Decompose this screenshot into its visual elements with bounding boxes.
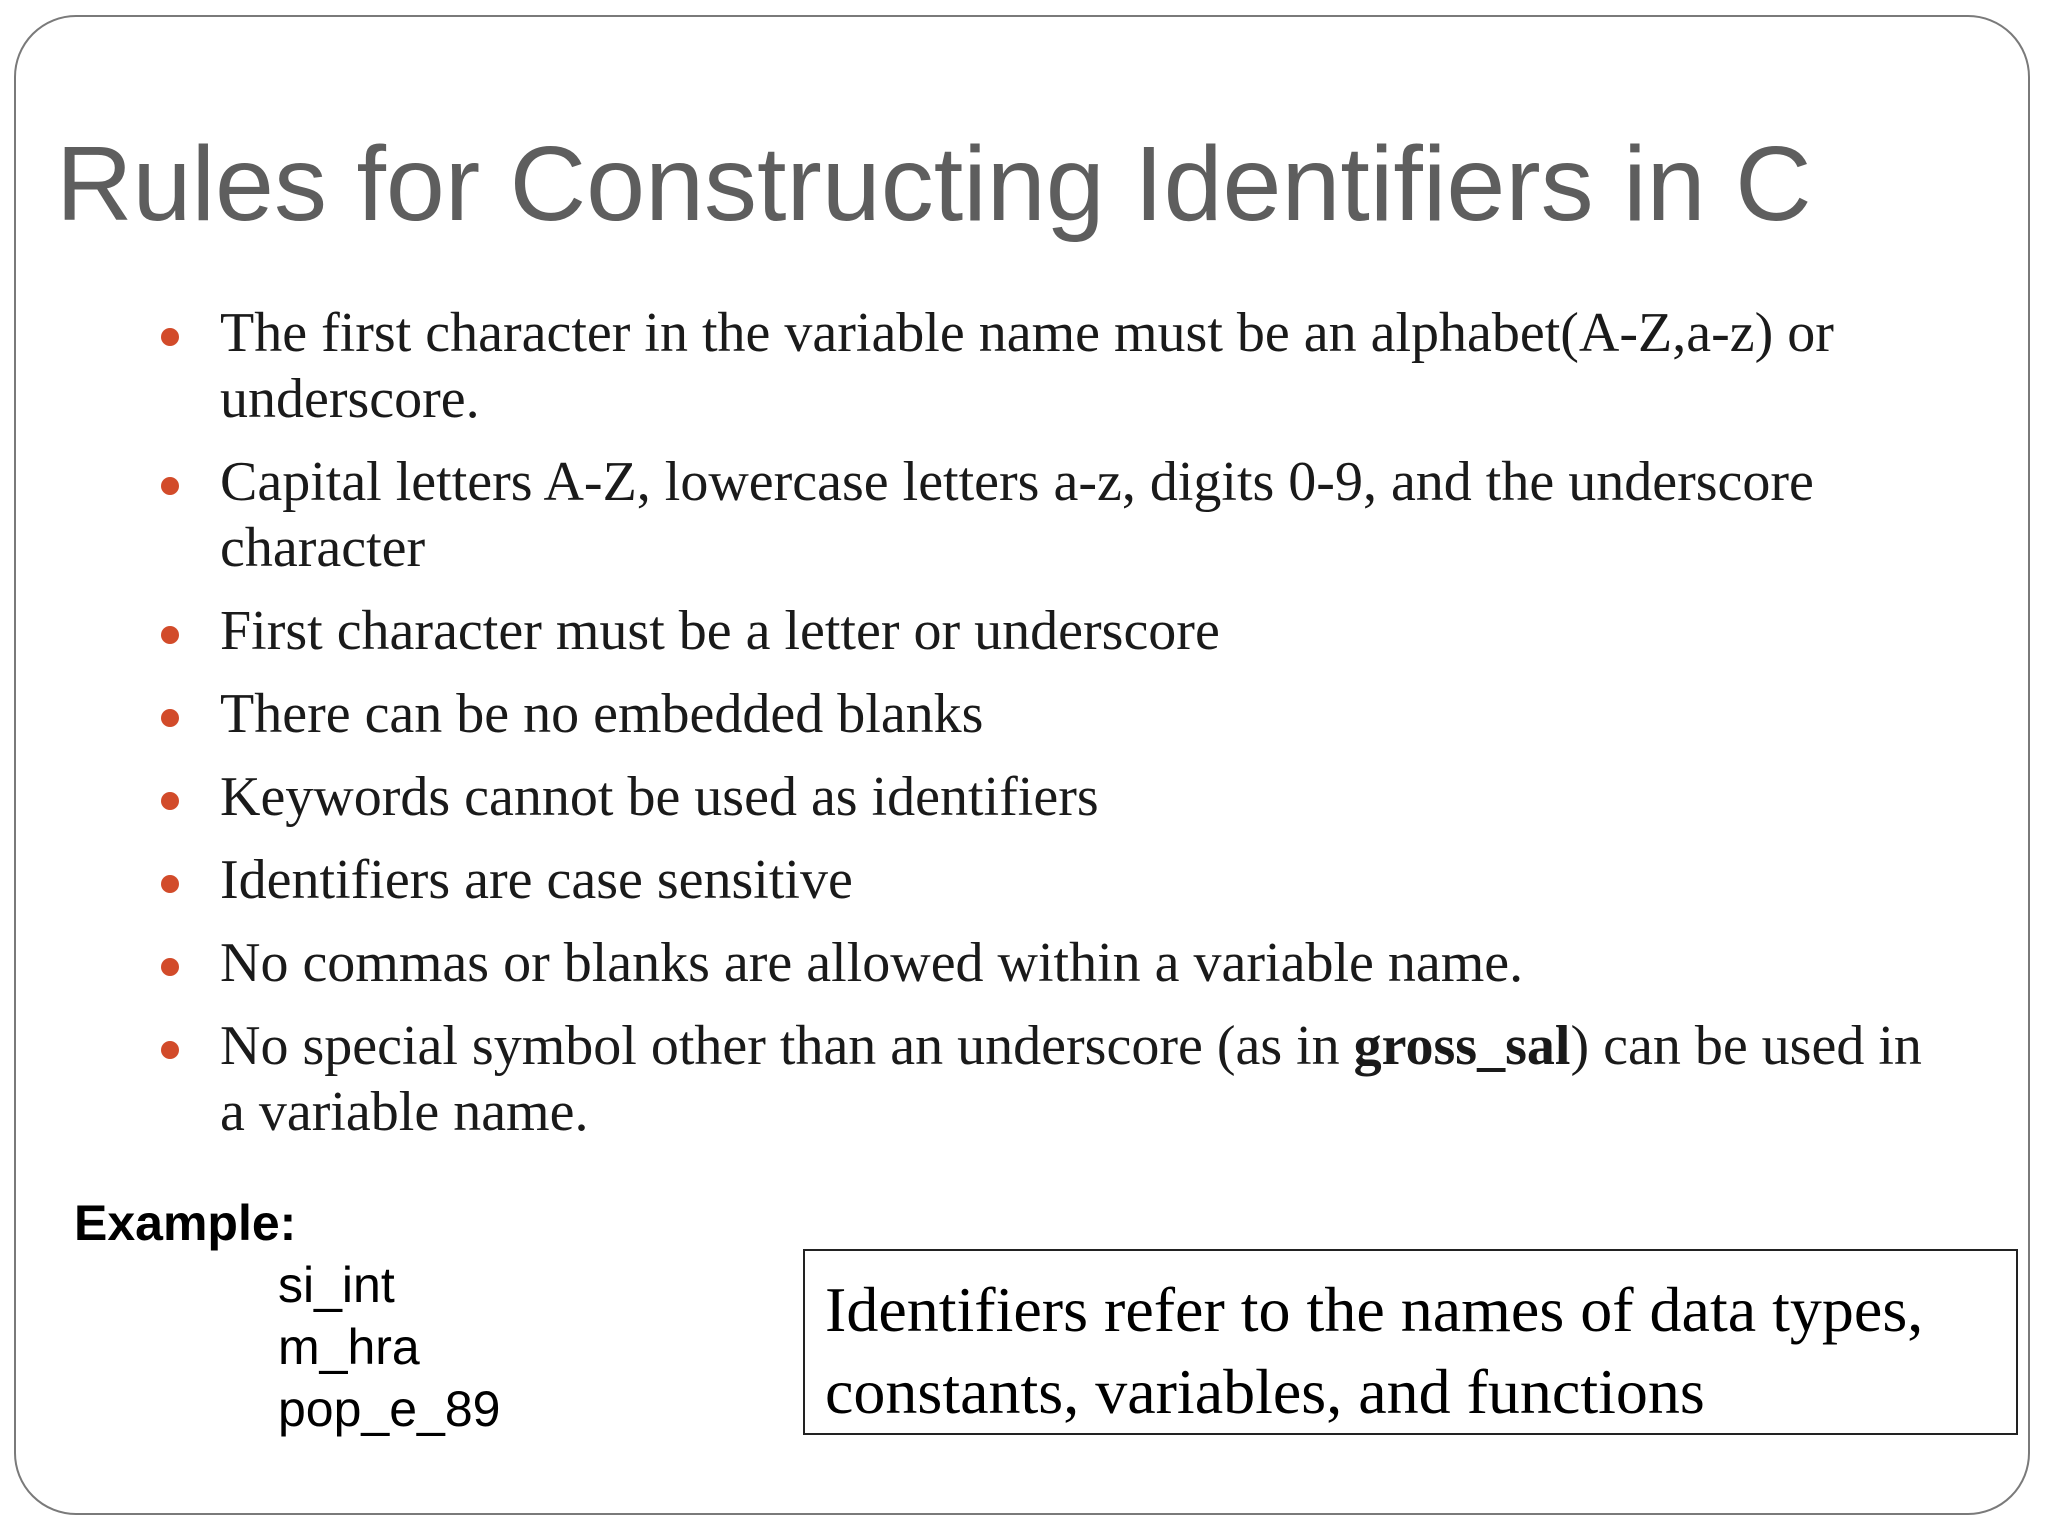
rule-text: Identifiers are case sensitive xyxy=(220,849,853,911)
rule-item xyxy=(160,764,1960,830)
bullet-dot-icon xyxy=(161,626,179,644)
rule-item xyxy=(160,681,1960,747)
rules-list xyxy=(160,300,1960,1162)
bullet-dot-icon xyxy=(161,1041,179,1059)
example-item: pop_e_89 xyxy=(278,1381,501,1437)
rule-item xyxy=(160,449,1960,581)
rule-item xyxy=(160,1013,1960,1145)
example-label: Example: xyxy=(74,1195,297,1251)
rule-item xyxy=(160,300,1960,432)
bullet-dot-icon xyxy=(161,875,179,893)
rule-text: There can be no embedded blanks xyxy=(220,683,984,745)
bullet-dot-icon xyxy=(161,477,179,495)
bullet-dot-icon xyxy=(161,958,179,976)
rule-text: Keywords cannot be used as identifiers xyxy=(220,766,1099,828)
bullet-dot-icon xyxy=(161,792,179,810)
definition-box: Identifiers refer to the names of data types, constants, variables, and functions xyxy=(803,1249,2018,1435)
rule-item xyxy=(160,598,1960,664)
example-item: si_int xyxy=(278,1257,395,1313)
rule-text-after: ) can be used in a variable name. xyxy=(220,1015,1922,1143)
rule-text: Capital letters A-Z, lowercase letters a-z, digits 0-9, and the underscore character xyxy=(220,451,1814,579)
example-item: m_hra xyxy=(278,1319,420,1375)
rule-text-before: No special symbol other than an underscore (as in xyxy=(220,1015,1354,1077)
rule-text-bold-term: gross_sal xyxy=(1353,1015,1571,1077)
rule-text: First character must be a letter or underscore xyxy=(220,600,1220,662)
rule-item xyxy=(160,930,1960,996)
bullet-dot-icon xyxy=(161,328,179,346)
bullet-dot-icon xyxy=(161,709,179,727)
rule-text xyxy=(220,1015,1922,1143)
rule-item xyxy=(160,847,1960,913)
slide-title: Rules for Constructing Identifiers in C xyxy=(56,125,1812,243)
rule-text: The first character in the variable name must be an alphabet(A-Z,a-z) or underscore. xyxy=(220,302,1834,430)
rule-text: No commas or blanks are allowed within a variable name. xyxy=(220,932,1524,994)
example-list xyxy=(278,1254,500,1440)
